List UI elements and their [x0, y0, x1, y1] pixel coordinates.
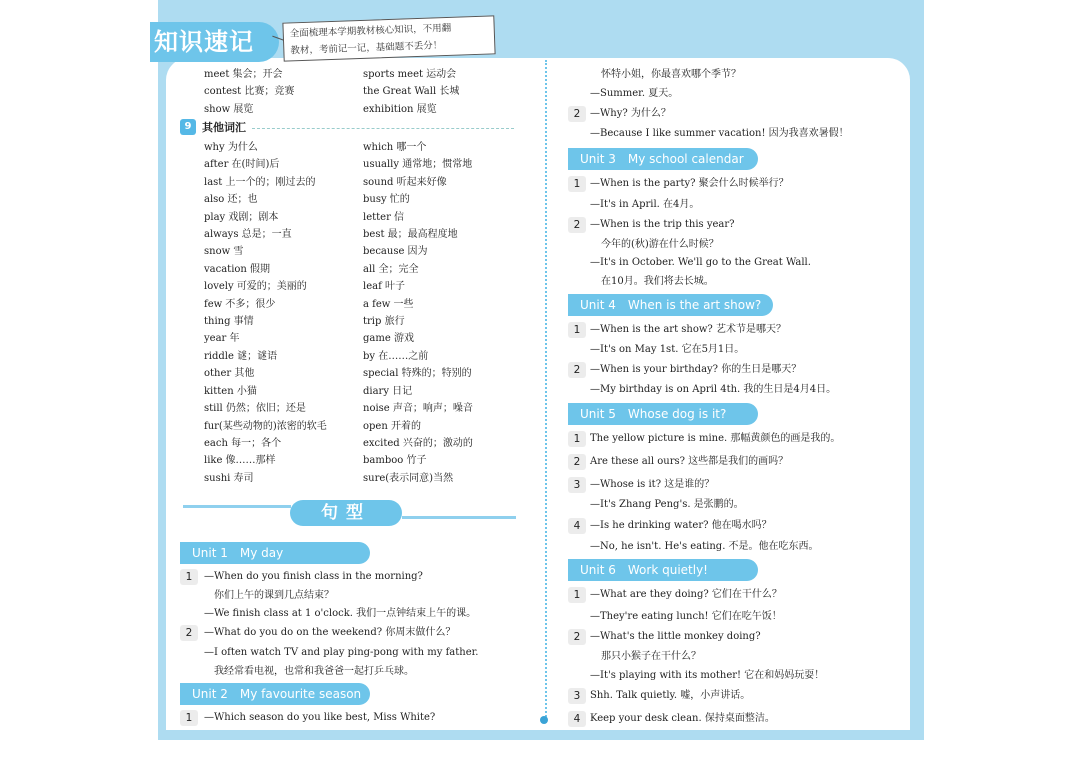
sentence-line: —Whose is it? 这是谁的？ [590, 479, 715, 490]
vocab-item: thing 事情 [204, 316, 254, 328]
sentence-line: —They're eating lunch! 它们在吃午饭！ [590, 611, 782, 622]
vocab-item: sound 听起来好像 [363, 176, 447, 188]
vocab-item: sure(表示同意)当然 [363, 472, 454, 484]
vocab-item: few 不多；很少 [204, 298, 276, 310]
sentence-line: —What do you do on the weekend? 你周末做什么？ [204, 627, 456, 638]
item-number: 1 [568, 431, 586, 447]
vocab-item: letter 信 [363, 211, 405, 223]
tip-note-line: 全面梳理本学期教材核心知识，不用翻 [289, 22, 452, 40]
sentence-line: —It's Zhang Peng's. 是张鹏的。 [590, 499, 744, 510]
unit-title: When is the art show? [627, 298, 762, 312]
page-title: 知识速记 [150, 22, 279, 62]
vocab-item: sports meet 运动会 [363, 69, 457, 80]
vocab-item: riddle 谜；谜语 [204, 350, 278, 362]
vocab-top-left [204, 66, 294, 118]
unit-heading [568, 294, 773, 316]
vocab-item: by 在……之前 [363, 350, 429, 362]
vocab-item: a few 一些 [363, 298, 414, 310]
sentence-line: Are these all ours? 这些都是我们的画吗？ [590, 456, 789, 467]
unit-heading [568, 148, 758, 170]
unit-heading [568, 403, 758, 425]
item-number: 1 [180, 710, 198, 726]
divider-dot [540, 716, 548, 724]
sentence-line: —Summer. 夏天。 [590, 88, 679, 99]
sentence-line: 在10月。我们将去长城。 [601, 276, 714, 287]
sentence-line: —It's playing with its mother! 它在和妈妈玩耍！ [590, 670, 825, 681]
item-number: 4 [568, 711, 586, 727]
sentence-line: 怀特小姐，你最喜欢哪个季节？ [601, 69, 741, 80]
banner-rule-right [402, 516, 516, 519]
vocab-item: still 仍然；依旧；还是 [204, 403, 306, 415]
vocab-other-left [204, 139, 327, 487]
vocab-item: kitten 小猫 [204, 385, 257, 397]
vocab-item: vacation 假期 [204, 263, 271, 275]
unit-number: Unit 4 [580, 298, 616, 312]
unit-heading [180, 542, 370, 564]
vocab-item: trip 旅行 [363, 316, 405, 328]
sentence-line: —Because I like summer vacation! 因为我喜欢暑假！ [590, 128, 849, 139]
sentence-line: —What's the little monkey doing? [590, 631, 761, 642]
item-number: 3 [568, 477, 586, 493]
unit-number: Unit 5 [580, 407, 616, 421]
unit-title: My favourite season [239, 687, 362, 701]
vocab-item: excited 兴奋的；激动的 [363, 437, 473, 449]
item-number: 2 [568, 362, 586, 378]
item-number: 1 [568, 176, 586, 192]
vocab-item: each 每一；各个 [204, 437, 282, 449]
sentence-line: —When is the party? 聚会什么时候举行？ [590, 178, 789, 189]
vocab-item: fur(某些动物的)浓密的软毛 [204, 420, 327, 432]
vocab-item: game 游戏 [363, 333, 414, 345]
unit-heading [180, 683, 370, 705]
sentence-line: —When do you finish class in the morning? [204, 571, 423, 582]
section-number: 9 [180, 119, 196, 135]
unit-title: Work quietly! [627, 563, 708, 577]
vocab-item: last 上一个的；刚过去的 [204, 176, 316, 188]
sentence-line: Keep your desk clean. 保持桌面整洁。 [590, 713, 775, 724]
vocab-item: which 哪一个 [363, 142, 427, 153]
vocab-top-right [363, 66, 459, 118]
sentence-line: —Is he drinking water? 他在喝水吗？ [590, 520, 772, 531]
tip-note [282, 15, 495, 61]
sentence-line: —When is the art show? 艺术节是哪天？ [590, 324, 786, 335]
section-heading [180, 119, 246, 135]
item-number: 1 [568, 587, 586, 603]
vocab-item: noise 声音；响声；噪音 [363, 403, 473, 415]
sentence-line: 我经常看电视，也常和我爸爸一起打乒乓球。 [214, 666, 414, 677]
vocab-item: snow 雪 [204, 246, 244, 258]
sentence-line: —It's in April. 在4月。 [590, 199, 700, 210]
vocab-item: the Great Wall 长城 [363, 86, 460, 98]
sentence-line: 今年的(秋)游在什么时候？ [601, 239, 719, 250]
vocab-item: bamboo 竹子 [363, 455, 427, 467]
sentence-line: —When is your birthday? 你的生日是哪天？ [590, 364, 802, 375]
item-number: 2 [568, 106, 586, 122]
vocab-item: busy 忙的 [363, 194, 410, 206]
vocab-item: diary 日记 [363, 385, 413, 397]
unit-title: Whose dog is it? [627, 407, 727, 421]
section-title: 其他词汇 [202, 121, 246, 134]
vocab-item: all 全；完全 [363, 263, 419, 275]
sentence-line: —No, he isn't. He's eating. 不是。他在吃东西。 [590, 541, 819, 552]
sentence-line: —My birthday is on April 4th. 我的生日是4月4日。 [590, 384, 837, 395]
unit-number: Unit 2 [192, 687, 228, 701]
vocab-item: like 像……那样 [204, 455, 276, 467]
section-rule [252, 128, 514, 129]
vocab-item: year 年 [204, 333, 240, 345]
item-number: 2 [568, 629, 586, 645]
vocab-item: lovely 可爱的；美丽的 [204, 281, 307, 293]
vocab-item: always 总是；一直 [204, 229, 292, 241]
tip-note-line: 教材，考前记一记，基础题不丢分！ [290, 40, 443, 57]
sentence-line: —Which season do you like best, Miss White? [204, 712, 436, 723]
item-number: 2 [568, 217, 586, 233]
sentence-line: Shh. Talk quietly. 嘘，小声讲话。 [590, 690, 751, 701]
vocab-item: after 在(时间)后 [204, 159, 280, 171]
vocab-item: play 戏剧；剧本 [204, 211, 279, 223]
item-number: 2 [568, 454, 586, 470]
vocab-item: other 其他 [204, 368, 255, 380]
vocab-item: contest 比赛；竞赛 [204, 86, 295, 98]
vocab-item: also 还；也 [204, 194, 258, 206]
vocab-item: exhibition 展览 [363, 103, 437, 115]
item-number: 2 [180, 625, 198, 641]
sentence-line: —I often watch TV and play ping-pong with my father. [204, 647, 479, 658]
vocab-other-right [363, 139, 473, 487]
vocab-item: open 开着的 [363, 420, 421, 432]
column-divider [545, 60, 547, 720]
vocab-item: best 最；最高程度地 [363, 229, 458, 241]
sentence-line: —Why? 为什么？ [590, 108, 671, 119]
unit-number: Unit 3 [580, 152, 616, 166]
sentence-line: —We finish class at 1 o'clock. 我们一点钟结束上午的课。 [204, 608, 477, 619]
vocab-item: special 特殊的；特别的 [363, 368, 472, 380]
sentence-patterns-banner: 句型 [290, 500, 402, 526]
item-number: 3 [568, 688, 586, 704]
unit-title: My day [239, 546, 284, 560]
unit-number: Unit 6 [580, 563, 616, 577]
vocab-item: show 展览 [204, 103, 254, 115]
vocab-item: because 因为 [363, 246, 428, 258]
banner-rule-left [183, 505, 291, 508]
vocab-item: sushi 寿司 [204, 472, 254, 484]
vocab-item: usually 通常地；惯常地 [363, 159, 473, 171]
sentence-line: —It's in October. We'll go to the Great Wall. [590, 257, 811, 268]
sentence-line: —When is the trip this year? [590, 219, 735, 230]
vocab-item: meet 集会；开会 [204, 69, 283, 80]
item-number: 1 [180, 569, 198, 585]
item-number: 4 [568, 518, 586, 534]
sentence-line: —What are they doing? 它们在干什么？ [590, 589, 782, 600]
unit-number: Unit 1 [192, 546, 228, 560]
unit-title: My school calendar [627, 152, 744, 166]
sentence-line: 你们上午的课到几点结束？ [214, 590, 334, 601]
item-number: 1 [568, 322, 586, 338]
unit-heading [568, 559, 758, 581]
sentence-line: —It's on May 1st. 它在5月1日。 [590, 344, 745, 355]
vocab-item: leaf 叶子 [363, 281, 405, 293]
sentence-line: The yellow picture is mine. 那幅黄颜色的画是我的。 [590, 433, 841, 444]
sentence-line: 那只小猴子在干什么？ [601, 651, 701, 662]
vocab-item: why 为什么 [204, 142, 258, 153]
